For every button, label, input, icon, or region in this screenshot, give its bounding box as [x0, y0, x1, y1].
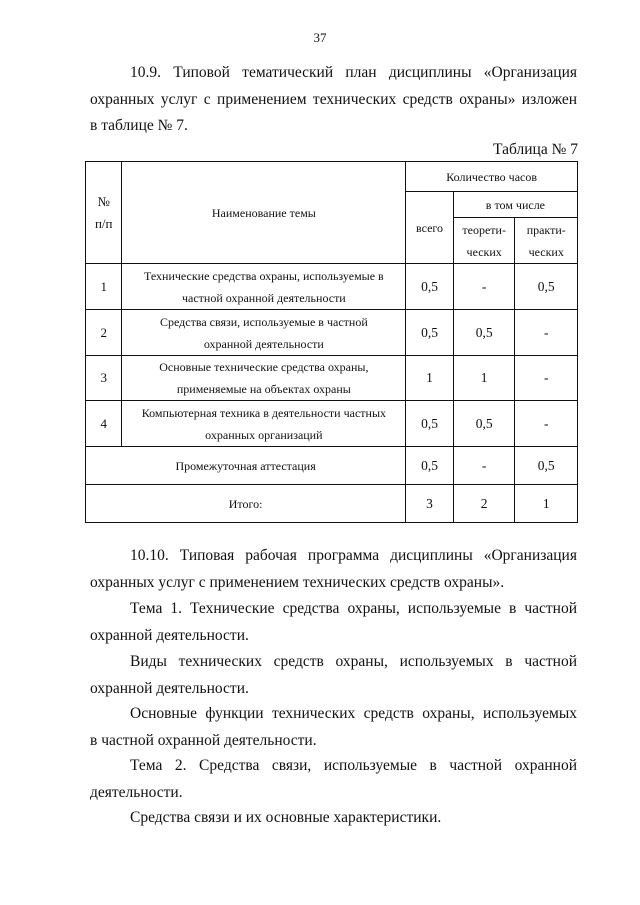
paragraph-line: Средства связи и их основные характеристики. [130, 809, 442, 826]
paragraph-line: Тема 2. Средства связи, используемые в частной охранной [130, 757, 577, 774]
row-total: 0,5 [406, 310, 454, 356]
row-topic [122, 310, 406, 356]
topic-2-means [90, 805, 577, 832]
header-num-line: п/п [94, 215, 113, 231]
row-num: 2 [86, 310, 122, 356]
row-topic [122, 356, 406, 401]
total-theory: 2 [453, 485, 515, 523]
row-topic-line: Технические средства охраны, используемые в [143, 268, 384, 283]
intro-line: охранных услуг с применением технических средств охраны» изложен [90, 90, 577, 108]
attestation-practice: 0,5 [515, 447, 578, 485]
header-total: всего [406, 192, 454, 264]
row-theory: 1 [453, 356, 515, 401]
paragraph-line: Виды технических средств охраны, используемых в частной [130, 653, 577, 670]
header-practice-line: практи- [526, 222, 566, 237]
row-topic-line: Средства связи, используемые в частной [159, 314, 368, 329]
header-practice [515, 218, 578, 264]
row-total: 0,5 [406, 264, 454, 310]
row-total: 1 [406, 356, 454, 401]
row-topic-line: частной охранной деятельности [181, 290, 346, 305]
paragraph-line: Основные функции технических средств охраны, используемых [130, 705, 577, 722]
row-practice: - [515, 310, 578, 356]
row-topic-line: охранной деятельности [203, 336, 324, 351]
header-theory-line: ческих [466, 244, 502, 259]
row-topic-line: охранных организаций [205, 427, 323, 442]
thematic-plan-table [85, 161, 578, 523]
total-row [86, 485, 578, 523]
row-topic-line: применяемые на объектах охраны [176, 382, 351, 396]
row-theory: 0,5 [453, 310, 515, 356]
topic-2-heading [90, 753, 577, 806]
attestation-total: 0,5 [406, 447, 454, 485]
table-row [86, 356, 578, 401]
topic-1-heading [90, 596, 577, 649]
header-topic-name: Наименование темы [122, 162, 406, 264]
total-label: Итого: [86, 485, 406, 523]
row-theory: 0,5 [453, 401, 515, 447]
row-topic [122, 264, 406, 310]
row-topic-line: Компьютерная техника в деятельности частных [141, 405, 387, 420]
total-all: 3 [406, 485, 454, 523]
row-practice: 0,5 [515, 264, 578, 310]
paragraph-line: Тема 1. Технические средства охраны, используемые в частной [130, 600, 577, 617]
row-total: 0,5 [406, 401, 454, 447]
header-num-line: № [97, 193, 110, 209]
page-number: 37 [313, 30, 327, 45]
intro-line: 10.9. Типовой тематический план дисциплины «Организация [130, 64, 577, 81]
row-num: 3 [86, 356, 122, 401]
total-practice: 1 [515, 485, 578, 523]
header-theory [453, 218, 515, 264]
paragraph-line: деятельности. [90, 783, 183, 801]
topic-1-functions [90, 701, 577, 754]
row-practice: - [515, 356, 578, 401]
attestation-theory: - [453, 447, 515, 485]
row-topic-line: Основные технические средства охраны, [159, 360, 369, 374]
table-row [86, 401, 578, 447]
paragraph-line: в частной охранной деятельности. [90, 731, 317, 749]
header-num [86, 162, 122, 264]
intro-line: в таблице № 7. [90, 117, 188, 134]
paragraph-line: охранной деятельности. [90, 626, 249, 644]
intro-paragraph [90, 60, 577, 140]
row-num: 4 [86, 401, 122, 447]
row-practice: - [515, 401, 578, 447]
paragraph-line: охранной деятельности. [90, 679, 249, 697]
row-theory: - [453, 264, 515, 310]
row-num: 1 [86, 264, 122, 310]
program-paragraph [90, 543, 577, 596]
header-practice-line: ческих [528, 244, 564, 259]
row-topic [122, 401, 406, 447]
attestation-row [86, 447, 578, 485]
table-row [86, 264, 578, 310]
header-theory-line: теорети- [462, 222, 506, 237]
topic-1-types [90, 649, 577, 702]
paragraph-line: 10.10. Типовая рабочая программа дисциплины «Организация [130, 547, 577, 564]
paragraph-line: охранных услуг с применением технических средств охраны». [90, 573, 505, 591]
table-caption: Таблица № 7 [493, 141, 578, 158]
header-hours: Количество часов [406, 162, 578, 192]
header-including: в том числе [453, 192, 577, 218]
attestation-label: Промежуточная аттестация [86, 447, 406, 485]
table-row [86, 310, 578, 356]
